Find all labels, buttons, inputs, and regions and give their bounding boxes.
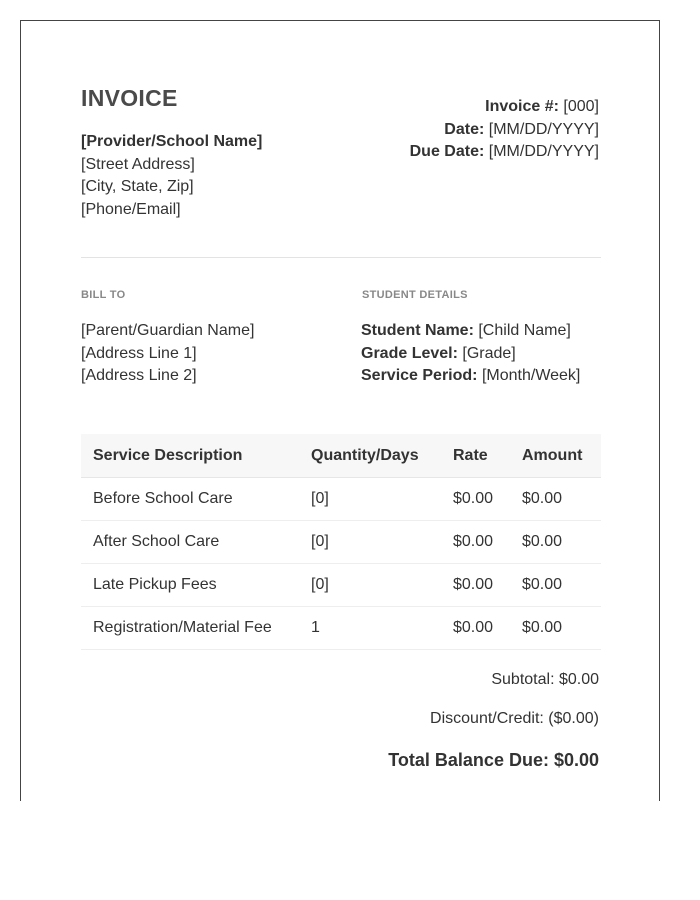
header-divider: [81, 257, 601, 258]
cell-rate: $0.00: [441, 564, 510, 607]
provider-name: [Provider/School Name]: [81, 133, 263, 150]
cell-rate: $0.00: [441, 521, 510, 564]
invoice-date-row: [410, 119, 599, 142]
provider-city: [City, State, Zip]: [81, 178, 194, 195]
invoice-number-label: Invoice #:: [485, 98, 559, 115]
due-date-row: [410, 141, 599, 164]
provider-block: [81, 131, 262, 221]
cell-rate: $0.00: [441, 478, 510, 521]
bill-to-line: [Address Line 1]: [81, 344, 197, 362]
cell-description: After School Care: [81, 521, 299, 564]
provider-street: [Street Address]: [81, 155, 195, 173]
discount-credit: Discount/Credit: ($0.00): [430, 710, 599, 727]
table-row: [81, 564, 601, 607]
grade-level-value: [Grade]: [462, 344, 516, 362]
header-quantity-days: Quantity/Days: [299, 434, 441, 478]
table-header-row: [81, 434, 601, 478]
header-rate: Rate: [441, 434, 510, 478]
invoice-number-value: [000]: [563, 98, 599, 115]
cell-quantity: [0]: [299, 564, 441, 607]
total-balance-due: Total Balance Due: $0.00: [388, 750, 599, 770]
cell-quantity: [0]: [299, 478, 441, 521]
header-service-description: Service Description: [81, 434, 299, 478]
student-name-row: [361, 320, 580, 343]
invoice-date-value: [MM/DD/YYYY]: [488, 120, 599, 138]
table-row: [81, 521, 601, 564]
cell-amount: $0.00: [510, 564, 601, 607]
service-period-row: [361, 365, 580, 388]
bill-to-line: [Address Line 2]: [81, 367, 197, 384]
bill-to-block: [81, 320, 254, 388]
cell-description: Late Pickup Fees: [81, 564, 299, 607]
cell-amount: $0.00: [510, 607, 601, 650]
header-amount: Amount: [510, 434, 601, 478]
invoice-title: INVOICE: [81, 85, 178, 111]
invoice-page: [20, 20, 660, 801]
bill-to-heading: BILL TO: [81, 289, 126, 301]
due-date-value: [MM/DD/YYYY]: [488, 143, 599, 160]
cell-amount: $0.00: [510, 478, 601, 521]
cell-rate: $0.00: [441, 607, 510, 650]
student-details-block: [361, 320, 580, 388]
cell-quantity: 1: [299, 607, 441, 650]
bill-to-line: [Parent/Guardian Name]: [81, 322, 255, 339]
subtotal: Subtotal: $0.00: [491, 671, 599, 688]
invoice-meta: [410, 96, 599, 164]
provider-contact: [Phone/Email]: [81, 200, 181, 218]
cell-description: Registration/Material Fee: [81, 607, 299, 650]
student-details-heading: STUDENT DETAILS: [362, 289, 468, 301]
service-period-label: Service Period:: [361, 367, 478, 384]
grade-level-label: Grade Level:: [361, 344, 458, 362]
invoice-number-row: [410, 96, 599, 119]
invoice-date-label: Date:: [444, 120, 485, 138]
due-date-label: Due Date:: [409, 143, 485, 160]
student-name-label: Student Name:: [361, 322, 474, 339]
cell-description: Before School Care: [81, 478, 299, 521]
table-row: [81, 607, 601, 650]
grade-level-row: [361, 343, 580, 366]
service-period-value: [Month/Week]: [481, 367, 581, 384]
table-row: [81, 478, 601, 521]
cell-quantity: [0]: [299, 521, 441, 564]
services-table: [81, 434, 601, 650]
student-name-value: [Child Name]: [478, 322, 571, 339]
cell-amount: $0.00: [510, 521, 601, 564]
